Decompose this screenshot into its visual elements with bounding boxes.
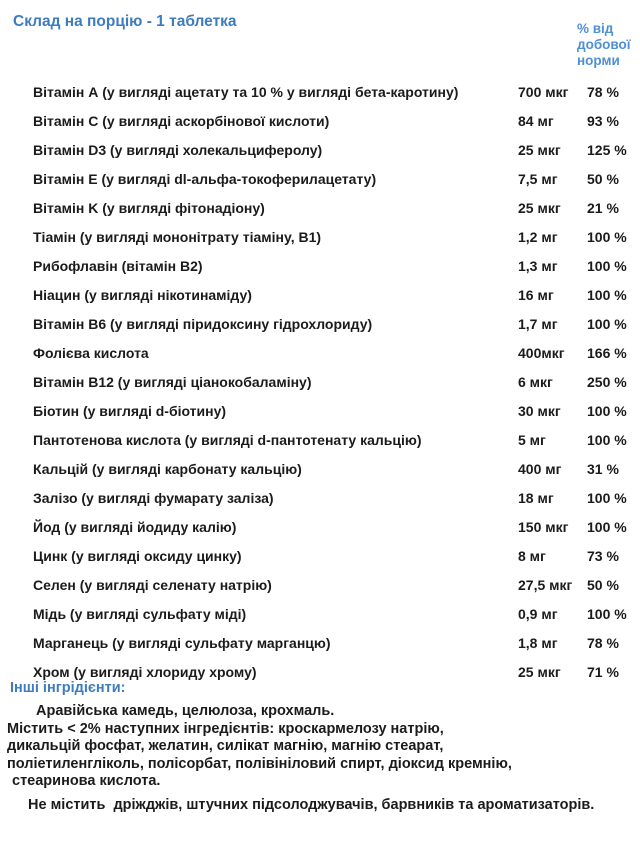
nutrient-amount: 400 мг <box>518 461 562 477</box>
nutrient-name: Вітамін B12 (у вигляді ціанокобаламіну) <box>33 374 312 390</box>
nutrient-name: Фолієва кислота <box>33 345 149 361</box>
nutrient-amount: 18 мг <box>518 490 554 506</box>
daily-value-column-header <box>577 21 639 69</box>
nutrient-name: Тіамін (у вигляді мононітрату тіаміну, B1) <box>33 229 322 245</box>
table-row <box>33 165 630 194</box>
nutrient-amount: 400мкг <box>518 345 565 361</box>
table-row <box>33 136 630 165</box>
nutrient-daily-value: 50 % <box>587 577 619 593</box>
nutrient-amount: 1,8 мг <box>518 635 558 651</box>
nutrient-daily-value: 100 % <box>587 432 627 448</box>
nutrient-table <box>33 78 630 687</box>
nutrient-daily-value: 73 % <box>587 548 619 564</box>
other-ingredients-paragraph <box>7 703 627 791</box>
table-row <box>33 426 630 455</box>
nutrient-daily-value: 100 % <box>587 519 627 535</box>
nutrient-amount: 1,7 мг <box>518 316 558 332</box>
table-row <box>33 252 630 281</box>
daily-value-header-line: норми <box>577 53 620 68</box>
other-ingredients-line: Аравійська камедь, целюлоза, крохмаль. <box>36 703 335 719</box>
nutrient-name: Залізо (у вигляді фумарату заліза) <box>33 490 274 506</box>
table-row <box>33 107 630 136</box>
nutrient-name: Селен (у вигляді селенату натрію) <box>33 577 272 593</box>
nutrient-amount: 150 мкг <box>518 519 569 535</box>
table-row <box>33 368 630 397</box>
nutrient-daily-value: 166 % <box>587 345 627 361</box>
nutrient-amount: 8 мг <box>518 548 546 564</box>
nutrient-amount: 0,9 мг <box>518 606 558 622</box>
other-ingredients-line: Містить < 2% наступних інгредієнтів: кроскармелозу натрію, <box>7 720 444 737</box>
daily-value-header-line: добової <box>577 37 631 52</box>
table-row <box>33 629 630 658</box>
nutrient-daily-value: 31 % <box>587 461 619 477</box>
other-ingredients-line: дикальцій фосфат, желатин, силікат магнію, магнію стеарат, <box>7 738 444 754</box>
table-row <box>33 455 630 484</box>
nutrient-amount: 700 мкг <box>518 84 569 100</box>
table-row <box>33 310 630 339</box>
nutrient-name: Вітамін C (у вигляді аскорбінової кислоти) <box>33 113 330 129</box>
other-ingredients-heading: Інші інгрідієнти: <box>10 680 126 696</box>
nutrient-daily-value: 71 % <box>587 664 619 680</box>
nutrient-name: Вітамін K (у вигляді фітонадіону) <box>33 200 265 216</box>
other-ingredients-line: стеаринова кислота. <box>12 773 161 789</box>
nutrient-daily-value: 250 % <box>587 374 627 390</box>
nutrient-daily-value: 100 % <box>587 606 627 622</box>
nutrient-amount: 7,5 мг <box>518 171 558 187</box>
nutrient-amount: 27,5 мкг <box>518 577 573 593</box>
table-row <box>33 281 630 310</box>
page-title: Склад на порцію - 1 таблетка <box>13 13 237 30</box>
nutrient-daily-value: 100 % <box>587 403 627 419</box>
other-ingredients-line: поліетиленгліколь, полісорбат, полівініловий спирт, діоксид кремнію, <box>7 755 512 772</box>
table-row <box>33 194 630 223</box>
nutrient-name: Вітамін D3 (у вигляді холекальциферолу) <box>33 142 323 158</box>
table-row <box>33 223 630 252</box>
nutrient-daily-value: 50 % <box>587 171 619 187</box>
nutrient-name: Хром (у вигляді хлориду хрому) <box>33 664 257 680</box>
nutrient-amount: 30 мкг <box>518 403 561 419</box>
nutrient-amount: 6 мкг <box>518 374 553 390</box>
nutrient-daily-value: 100 % <box>587 287 627 303</box>
nutrient-amount: 1,2 мг <box>518 229 558 245</box>
nutrient-amount: 25 мкг <box>518 664 561 680</box>
nutrient-name: Біотин (у вигляді d-біотину) <box>33 403 227 419</box>
nutrient-daily-value: 100 % <box>587 316 627 332</box>
nutrient-name: Вітамін B6 (у вигляді піридоксину гідрохлориду) <box>33 316 373 332</box>
nutrient-daily-value: 100 % <box>587 490 627 506</box>
table-row <box>33 600 630 629</box>
table-row <box>33 484 630 513</box>
nutrient-name: Пантотенова кислота (у вигляді d-пантотенату кальцію) <box>33 432 422 448</box>
nutrient-amount: 1,3 мг <box>518 258 558 274</box>
table-row <box>33 513 630 542</box>
nutrient-amount: 25 мкг <box>518 200 561 216</box>
nutrient-name: Йод (у вигляді йодиду калію) <box>33 519 237 535</box>
nutrient-name: Рибофлавін (вітамін B2) <box>33 258 203 274</box>
nutrient-amount: 25 мкг <box>518 142 561 158</box>
table-row <box>33 542 630 571</box>
nutrient-name: Цинк (у вигляді оксиду цинку) <box>33 548 242 564</box>
nutrient-name: Марганець (у вигляді сульфату марганцю) <box>33 635 331 651</box>
nutrient-daily-value: 78 % <box>587 635 619 651</box>
table-row <box>33 571 630 600</box>
daily-value-header-line: % від <box>577 21 614 36</box>
nutrient-name: Вітамін А (у вигляді ацетату та 10 % у вигляді бета-каротину) <box>33 84 459 100</box>
nutrient-name: Ніацин (у вигляді нікотинаміду) <box>33 287 252 303</box>
nutrient-daily-value: 21 % <box>587 200 619 216</box>
nutrient-name: Мідь (у вигляді сульфату міді) <box>33 606 247 622</box>
nutrient-daily-value: 100 % <box>587 258 627 274</box>
nutrient-amount: 16 мг <box>518 287 554 303</box>
nutrient-amount: 5 мг <box>518 432 546 448</box>
table-row <box>33 78 630 107</box>
nutrient-name: Вітамін E (у вигляді dl-альфа-токоферилацетату) <box>33 171 377 187</box>
nutrient-name: Кальцій (у вигляді карбонату кальцію) <box>33 461 302 477</box>
table-row <box>33 339 630 368</box>
nutrient-daily-value: 78 % <box>587 84 619 100</box>
table-row <box>33 397 630 426</box>
nutrient-daily-value: 93 % <box>587 113 619 129</box>
nutrient-amount: 84 мг <box>518 113 554 129</box>
contains-no-note: Не містить дріжджів, штучних підсолоджувачів, барвників та ароматизаторів. <box>28 797 595 813</box>
nutrient-daily-value: 100 % <box>587 229 627 245</box>
nutrient-daily-value: 125 % <box>587 142 627 158</box>
